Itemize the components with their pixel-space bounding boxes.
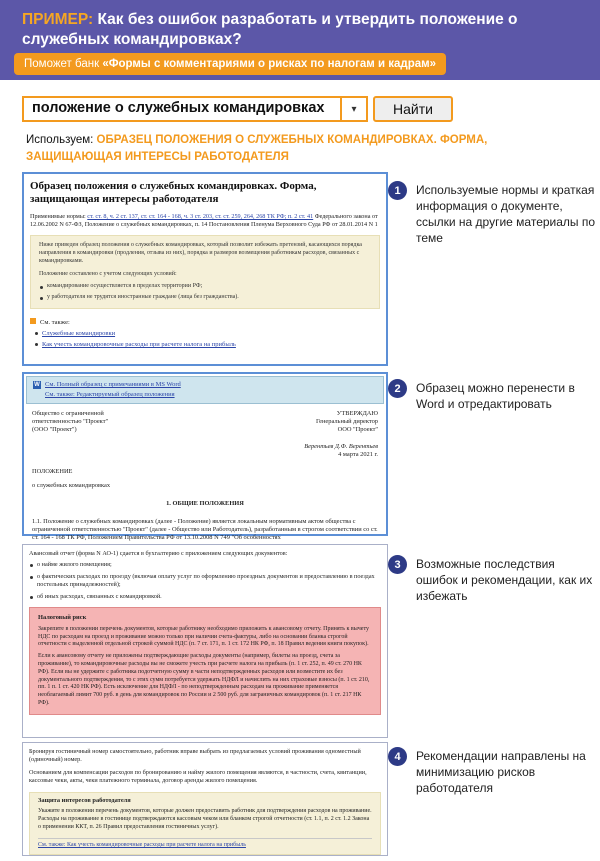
word-full-sample-link[interactable]: См. Полный образец с примечаниями в MS Word <box>45 381 181 388</box>
document-item: об иных расходах, связанных с командировкой. <box>29 593 381 601</box>
risk-paragraph: Закрепите в положении перечень документов, которые работнику необходимо приложить к авансовому отчету. Принять к вычету НДС по расходам на проезд и проживание можно только при наличии счета-фактуры, либо на основании бланка строгой отчетности с выделенной отдельной строкой суммой НДС (п. 7 ст. 171, п. 1 ст. 172 НК РФ, п. 18 Правил ведения книги покупок). <box>38 625 369 648</box>
find-button[interactable]: Найти <box>373 96 453 122</box>
org-line: ответственностью "Проект" <box>32 418 109 426</box>
uses-label: Используем: <box>26 134 97 146</box>
document-item: о фактических расходах по проезду (включая оплату услуг по оформлению проездных документов и предоставлению в поездах постельных принадлежностей); <box>29 573 381 590</box>
org-line: Общество с ограниченной <box>32 410 104 417</box>
help-prefix: Поможет банк <box>24 58 103 70</box>
search-input[interactable] <box>22 96 368 122</box>
annotation-text: Рекомендации направлены на минимизацию рисков работодателя <box>416 749 586 795</box>
employer-protection-box <box>29 792 381 855</box>
see-also-block <box>30 317 380 350</box>
sample-body <box>24 404 386 548</box>
help-bank-name: «Формы с комментариями о рисках по налогам и кадрам» <box>102 58 437 70</box>
see-also-link[interactable]: Служебные командировки <box>42 330 116 338</box>
header-question: Как без ошибок разработать и утвердить положение о служебных командировках? <box>22 11 518 48</box>
uses-document-title[interactable]: ОБРАЗЕЦ ПОЛОЖЕНИЯ О СЛУЖЕБНЫХ КОМАНДИРОВКАХ. ФОРМА, ЗАЩИЩАЮЩАЯ ИНТЕРЕСЫ РАБОТОДАТЕЛЯ <box>26 134 488 163</box>
doc-section-3 <box>22 544 388 738</box>
search-query: положение о служебных командировках <box>32 100 325 116</box>
annotation-4 <box>388 748 596 796</box>
info-box-text: Ниже приведен образец положения о служебных командировках, который позволит избежать претензий, касающихся порядка направления в командировки (продления, отзыва из них), порядка и размеров возмещения работникам расходов, связанных с командировками. <box>39 242 362 264</box>
box-title: Защита интересов работодателя <box>38 796 131 804</box>
header-banner <box>0 0 600 80</box>
info-box-conditions: Положение составлено с учетом следующих условий: <box>39 270 177 277</box>
approval-line: Генеральный директор <box>315 418 378 426</box>
annotation-1 <box>388 182 596 246</box>
section-heading: 1. ОБЩИЕ ПОЛОЖЕНИЯ <box>166 500 244 508</box>
document-item: о найме жилого помещения; <box>29 561 381 569</box>
annotation-number: 4 <box>388 747 407 766</box>
organization-block <box>32 410 108 435</box>
condition-item: командирование осуществляется в пределах территории РФ; <box>39 283 371 291</box>
annotation-2 <box>388 380 596 412</box>
approval-date: 4 марта 2021 г. <box>338 450 378 458</box>
booking-paragraph: Бронируя гостиничный номер самостоятельно, работник вправе выбрать из предлагаемых условий проживания одноместный (одиночный) номер. <box>29 748 361 764</box>
norms-rest: Федерального закона от 12.06.2002 N 67-ФЗ, Положение о служебных командировках, п. 14 Постановления Пленума Верховного Суда РФ от 28.01.2014 N 1 <box>30 213 378 229</box>
annotation-text: Возможные последствия ошибок и рекомендации, как их избежать <box>416 557 593 603</box>
advance-report-intro: Авансовый отчет (форма N АО-1) сдается в бухгалтерию с приложением следующих документов: <box>29 550 288 557</box>
doc-title: Образец положения о служебных командировках. Форма, защищающая интересы работодателя <box>30 180 317 205</box>
condition-item: у работодателя не трудятся иностранные граждане (лица без гражданства). <box>39 294 371 302</box>
org-line: (ООО "Проект") <box>32 426 77 434</box>
compensation-paragraph: Основанием для компенсации расходов по бронированию и найму жилого помещения являются, в частности, счета, квитанции, кассовые чеки, акты, чеки платежного терминала, договор аренды жилого помещения. <box>29 768 367 785</box>
header-title <box>22 10 582 50</box>
norms-label: Применимые нормы: <box>30 213 88 220</box>
see-also-label: См. также: <box>40 319 70 327</box>
signature: Верентьев Д.Ф. Верентьев <box>304 442 378 450</box>
annotation-number: 2 <box>388 379 407 398</box>
norms-links[interactable]: ст. ст. 8, ч. 2 ст. 137, ст. ст. 164 - 168, ч. 3 ст. 203, ст. ст. 259, 264, 268 ТК РФ; п. 2 ст. 41 <box>87 213 314 220</box>
sample-doc-name: ПОЛОЖЕНИЕ <box>32 468 73 476</box>
see-also-link[interactable]: См. также: Как учесть командировочные расходы при расчете налога на прибыль <box>38 841 246 848</box>
dropdown-arrow-icon[interactable] <box>340 96 368 122</box>
info-box <box>30 235 380 309</box>
doc-section-4 <box>22 742 388 856</box>
example-keyword: ПРИМЕР: <box>22 11 94 28</box>
tax-risk-box <box>29 607 381 715</box>
approval-line: ООО "Проект" <box>337 426 378 434</box>
box-text: Укажите в положении перечень документов, которые должен предоставить работник для подтверждения расходов на проживание. Расходы на проживание в гостинице подтверждаются кассовым чеком или бланком строгой отчетности (ст. 1.1, п. 2 ст. 1.2 Закона о применении ККТ, п. 26 Правил предоставления гостиничных услуг). <box>38 808 372 831</box>
applicable-norms <box>30 213 380 229</box>
sample-doc-subtitle: о служебных командировках <box>32 482 111 490</box>
see-also-icon <box>30 318 36 324</box>
annotation-number: 1 <box>388 181 407 200</box>
help-bank-banner <box>14 53 446 75</box>
see-also-link[interactable]: Как учесть командировочные расходы при расчете налога на прибыль <box>42 341 236 349</box>
risk-paragraph: Если к авансовому отчету не приложены подтверждающие расходы документы (например, билеты на проезд, счета за проживание), то командировочные расходы вы не сможете учесть при расчете налога на прибыль (п. 1 ст. 252, п. 49 ст. 270 НК РФ). Если вы не удержите с работника подотчетную сумму в части неподтвержденных расходов или возместите их без документального подтверждения, то с этих сумм потребуется удержать НДФЛ и начислить на них страховые взносы (п. 1 ст. 210, пп. 1 п. 1 ст. 420 НК РФ). Есть исключение для НДФЛ - по неподтвержденным расходам на проживание применяется необлагаемый лимит 700 руб. в день для командировок по России и 2 500 руб. для заграничных командировок (п. 1 ст. 217 НК РФ). <box>38 653 370 706</box>
annotation-text: Используемые нормы и краткая информация о документе, ссылки на другие материалы по теме <box>416 183 596 245</box>
divider <box>38 838 372 839</box>
risk-title: Налоговый риск <box>38 614 87 622</box>
annotation-3 <box>388 556 596 604</box>
dropdown-arrow-glyph: ▾ <box>351 103 357 115</box>
approval-line: УТВЕРЖДАЮ <box>336 410 378 417</box>
word-icon: W <box>34 381 40 388</box>
approval-block <box>316 410 378 435</box>
doc-section-1 <box>22 172 388 366</box>
doc-section-2 <box>22 372 388 542</box>
annotation-number: 3 <box>388 555 407 574</box>
sample-paragraph: 1.1. Положение о служебных командировках (далее - Положение) является локальным нормативным актом общества с ограниченной ответственностью "Проект" (далее - Общество или Работодатель), разработанным в строгом соответствии со ст. ст. 164 - 168 ТК РФ, Положением Правительства РФ от 13.10.2008 N 749 "Об особенностях <box>32 517 378 542</box>
editable-sample-link[interactable]: См. также: Редактируемый образец положения <box>45 391 175 398</box>
uses-line <box>26 132 566 166</box>
annotation-text: Образец можно перенести в Word и отредактировать <box>416 381 575 411</box>
word-export-box <box>26 376 384 404</box>
